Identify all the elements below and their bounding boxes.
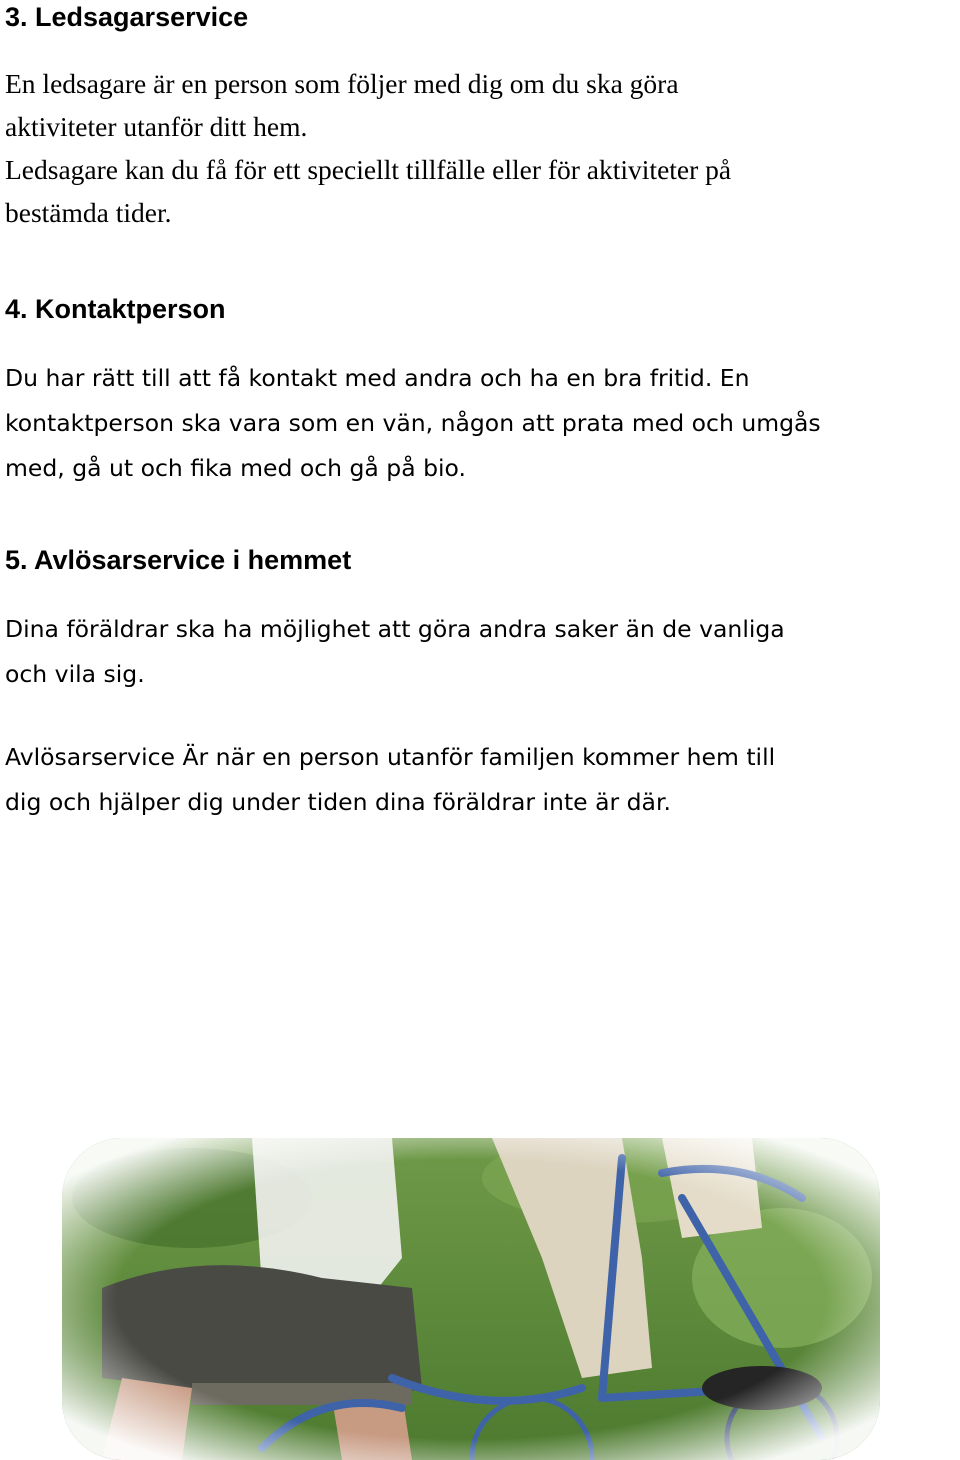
paragraph-kontaktperson [5,356,960,491]
paragraph-ledsagarservice [5,62,955,234]
text-line: Ledsagare kan du få för ett speciellt tillfälle eller för aktiviteter på [5,154,732,185]
photo-illustration [62,1138,880,1460]
text-line: kontaktperson ska vara som en vän, någon att prata med och umgås [5,409,821,437]
text-line: dig och hjälper dig under tiden dina föräldrar inte är där. [5,788,671,816]
paragraph-avlosarservice-1 [5,607,960,697]
text-line: Avlösarservice Är när en person utanför familjen kommer hem till [5,743,776,771]
text-line: Dina föräldrar ska ha möjlighet att göra andra saker än de vanliga [5,615,785,643]
paragraph-avlosarservice-2 [5,735,960,825]
section-heading-ledsagarservice: 3. Ledsagarservice [5,2,249,32]
text-line: aktiviteter utanför ditt hem. [5,111,308,142]
text-line: bestämda tider. [5,197,172,228]
section-heading-kontaktperson: 4. Kontaktperson [5,294,226,324]
text-line: med, gå ut och fika med och gå på bio. [5,454,466,482]
text-line: Du har rätt till att få kontakt med andra och ha en bra fritid. En [5,364,750,392]
text-line: En ledsagare är en person som följer med dig om du ska göra [5,68,679,99]
photo-people-with-bicycle [62,1138,880,1460]
text-line: och vila sig. [5,660,145,688]
section-heading-avlosarservice: 5. Avlösarservice i hemmet [5,545,352,575]
